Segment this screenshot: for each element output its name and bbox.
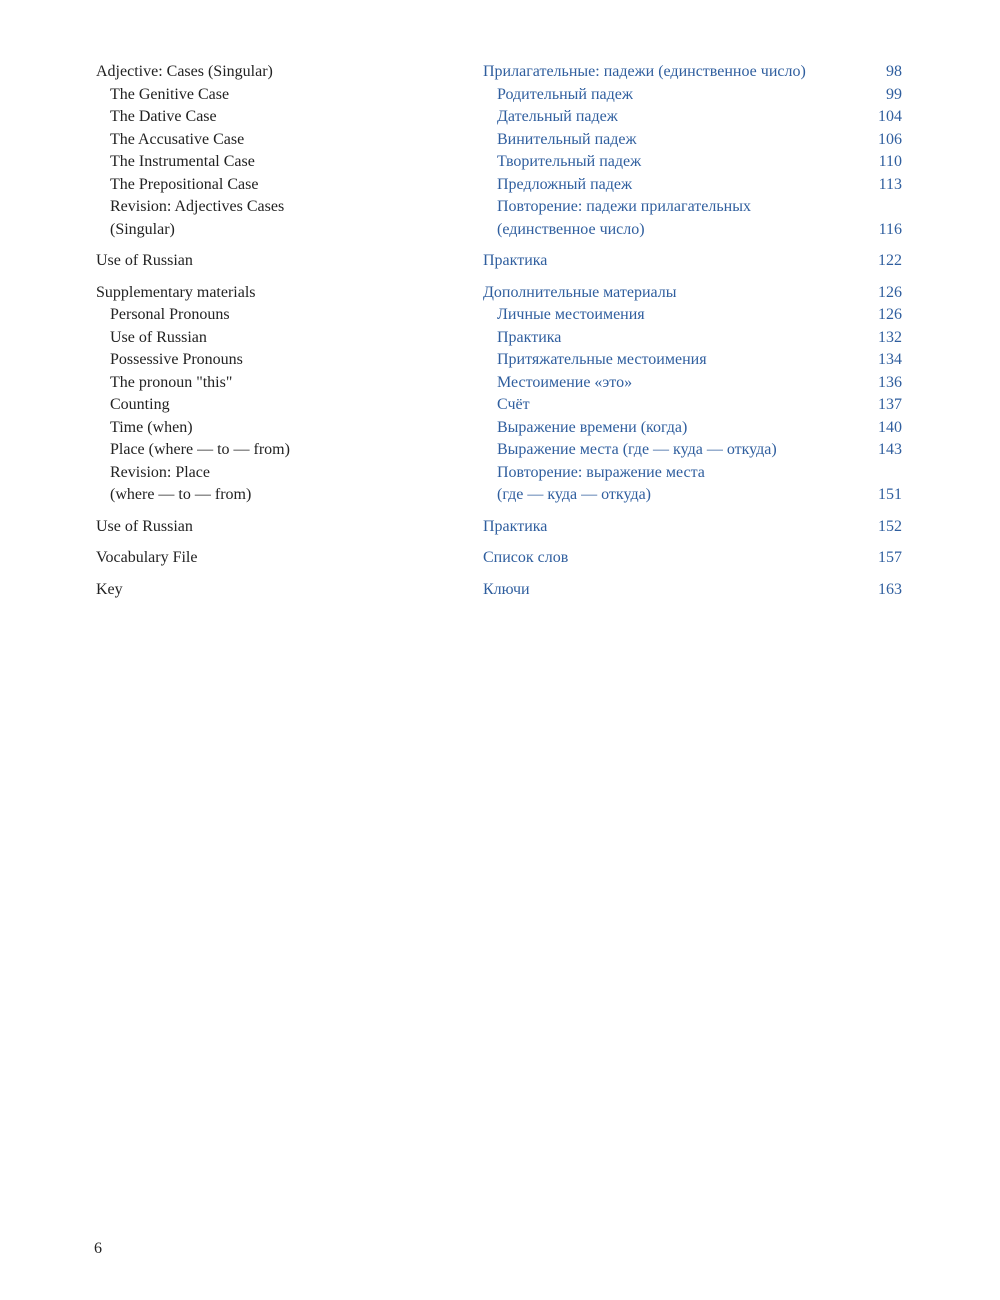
toc-entry-english-title [96,516,483,539]
toc-entry-russian-line: (где — куда — откуда) [497,486,652,503]
toc-entry-russian-line: Дательный падеж [497,108,618,125]
toc-entry-english-title [96,579,483,602]
toc-entry-russian-line: Повторение: выражение места [497,463,705,481]
table-of-contents [96,61,902,601]
toc-entry-russian-line: Предложный падеж [497,175,633,193]
toc-entry-russian-title [483,547,854,570]
toc-entry-russian-line: Родительный падеж [497,85,633,103]
toc-entry-russian-line: Творительный падеж [497,153,642,170]
toc-entry-english-title [96,174,483,197]
toc-entry[interactable] [96,174,902,197]
toc-entry-russian-title [483,61,854,84]
toc-entry[interactable] [96,196,902,241]
toc-entry-english-line: Revision: Adjectives Cases [110,198,285,215]
toc-entry-english-title [96,196,483,241]
toc-entry[interactable] [96,250,902,273]
toc-entry-english-line: Time (when) [110,418,193,436]
toc-entry-russian-line: Счёт [497,396,530,413]
toc-entry-page-number: 126 [878,306,902,323]
toc-entry-page-number: 106 [878,130,902,148]
toc-entry-english-title [96,417,483,440]
toc-entry-page-number: 104 [878,108,902,125]
toc-entry-english-line: Use of Russian [96,252,193,269]
toc-entry-english-line: (Singular) [110,220,175,238]
toc-entry[interactable] [96,282,902,305]
toc-entry-russian-title [483,417,854,440]
toc-entry-page-number: 137 [878,396,902,413]
toc-entry-russian-title [483,439,854,462]
toc-entry-russian-line: Дополнительные материалы [483,283,677,301]
toc-entry-english-title [96,304,483,327]
toc-entry[interactable] [96,349,902,372]
toc-entry-russian-line: Список слов [483,549,569,566]
toc-entry-english-title [96,250,483,273]
toc-entry[interactable] [96,439,902,462]
toc-entry-english-line: The Genitive Case [110,85,230,103]
toc-entry[interactable] [96,106,902,129]
toc-entry-page-number: 151 [878,486,902,503]
toc-entry-russian-title [483,151,854,174]
toc-entry-russian-line: Местоимение «это» [497,373,633,391]
toc-entry-russian-title [483,516,854,539]
toc-entry-russian-line: Повторение: падежи прилагательных [497,198,751,215]
toc-entry[interactable] [96,372,902,395]
toc-entry[interactable] [96,516,902,539]
toc-entry-english-title [96,547,483,570]
toc-entry-english-line: Place (where — to — from) [110,441,290,458]
toc-entry-page-number: 163 [878,580,902,598]
toc-entry[interactable] [96,579,902,602]
toc-entry[interactable] [96,304,902,327]
toc-entry-page-number: 140 [878,418,902,436]
toc-entry[interactable] [96,462,902,507]
toc-entry-page-number: 157 [878,549,902,566]
toc-entry[interactable] [96,394,902,417]
toc-entry-russian-title [483,394,854,417]
toc-entry-page-number: 113 [878,175,902,193]
toc-entry-russian-title [483,462,854,507]
toc-entry-page-number: 126 [878,283,902,301]
toc-entry-page-number: 134 [878,351,902,368]
toc-entry-russian-title [483,106,854,129]
toc-entry-russian-line: Винительный падеж [497,130,637,148]
toc-entry-russian-line: Выражение места (где — куда — откуда) [497,441,777,458]
toc-entry-russian-title [483,250,854,273]
toc-entry[interactable] [96,327,902,350]
toc-entry-english-title [96,349,483,372]
toc-entry-english-title [96,327,483,350]
toc-entry-page-number: 122 [878,252,902,269]
toc-entry-russian-line: Прилагательные: падежи (единственное число) [483,63,806,80]
toc-entry-russian-title [483,349,854,372]
toc-entry-english-line: Counting [110,396,170,413]
toc-entry-english-title [96,129,483,152]
toc-entry-english-title [96,151,483,174]
toc-entry-english-line: Adjective: Cases (Singular) [96,63,273,80]
toc-entry-english-line: The Instrumental Case [110,153,255,170]
toc-entry-page-number: 99 [886,85,902,103]
toc-entry-english-line: Personal Pronouns [110,306,230,323]
toc-entry-russian-line: Практика [483,252,548,269]
toc-entry-english-title [96,394,483,417]
toc-entry-page-number: 132 [878,328,902,346]
toc-entry-english-line: Key [96,580,123,598]
toc-entry-english-line: Supplementary materials [96,283,256,301]
toc-entry-russian-line: Личные местоимения [497,306,645,323]
toc-entry-russian-title [483,196,854,241]
toc-entry[interactable] [96,417,902,440]
toc-entry-english-line: Revision: Place [110,463,210,481]
toc-entry-english-title [96,282,483,305]
toc-entry-english-line: The Dative Case [110,108,217,125]
toc-entry-russian-line: Выражение времени (когда) [497,418,688,436]
toc-entry-russian-title [483,129,854,152]
page-number: 6 [94,1240,102,1257]
toc-entry-english-line: The Prepositional Case [110,175,259,193]
toc-entry[interactable] [96,84,902,107]
toc-entry-page-number: 110 [878,153,902,170]
toc-entry-russian-title [483,84,854,107]
toc-entry-russian-line: (единственное число) [497,220,645,238]
toc-entry-english-line: Possessive Pronouns [110,351,243,368]
toc-entry-english-line: The Accusative Case [110,130,245,148]
toc-entry-english-title [96,61,483,84]
toc-entry[interactable] [96,61,902,84]
toc-entry-russian-title [483,174,854,197]
toc-entry-russian-line: Притяжательные местоимения [497,351,707,368]
toc-entry-page-number: 98 [886,63,902,80]
toc-entry-russian-line: Ключи [483,580,530,598]
toc-entry-russian-line: Практика [497,328,562,346]
toc-entry-russian-title [483,579,854,602]
toc-entry-english-line: (where — to — from) [110,486,252,503]
toc-entry[interactable] [96,129,902,152]
toc-entry-russian-line: Практика [483,517,548,535]
toc-entry-english-line: Use of Russian [96,517,193,535]
toc-entry-english-title [96,462,483,507]
toc-entry-russian-title [483,282,854,305]
toc-entry-page-number: 136 [878,373,902,391]
toc-entry-english-line: Vocabulary File [96,549,198,566]
toc-entry-english-title [96,439,483,462]
toc-entry-page-number: 116 [878,220,902,238]
toc-entry-page-number: 143 [878,441,902,458]
toc-entry-russian-title [483,304,854,327]
toc-entry-english-title [96,84,483,107]
toc-entry-english-title [96,106,483,129]
toc-entry-english-title [96,372,483,395]
toc-entry-page-number: 152 [878,517,902,535]
toc-entry-russian-title [483,372,854,395]
toc-entry-russian-title [483,327,854,350]
toc-entry[interactable] [96,151,902,174]
toc-entry-english-line: The pronoun "this" [110,373,233,391]
toc-entry[interactable] [96,547,902,570]
toc-entry-english-line: Use of Russian [110,328,207,346]
